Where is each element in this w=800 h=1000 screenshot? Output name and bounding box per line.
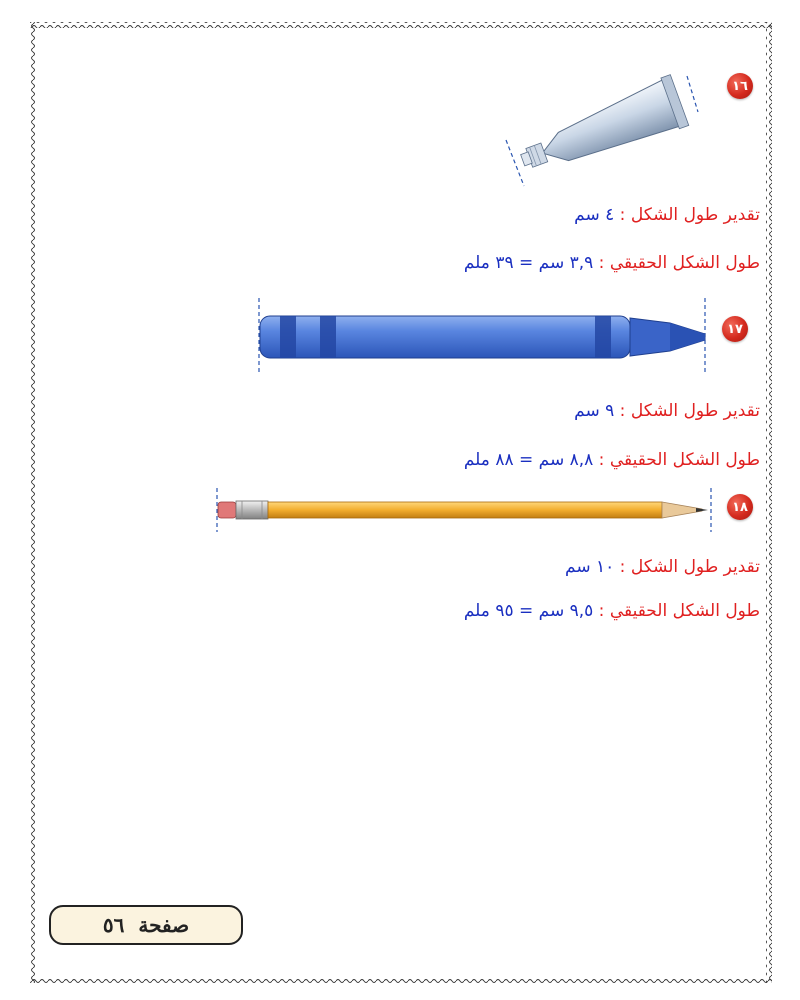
- estimate-line: [574, 205, 760, 225]
- colon: :: [593, 450, 610, 470]
- problem-number-badge: [727, 73, 753, 99]
- actual-line: [464, 450, 760, 470]
- actual-label: طول الشكل الحقيقي: [609, 450, 760, 470]
- actual-value: ٩,٥ سم = ٩٥ ملم: [463, 601, 594, 621]
- estimate-line: [565, 557, 760, 577]
- colon: :: [593, 253, 610, 273]
- estimate-value: ٩ سم: [574, 401, 615, 421]
- problem-number-badge: [727, 494, 753, 520]
- actual-value: ٣,٩ سم = ٣٩ ملم: [463, 253, 594, 273]
- estimate-line: [574, 401, 760, 421]
- problem-number-badge: [722, 316, 748, 342]
- colon: :: [614, 205, 631, 225]
- problem-number: ١٦: [732, 78, 748, 94]
- estimate-value: ٤ سم: [574, 205, 615, 225]
- pencil-icon: [212, 486, 720, 534]
- colon: :: [614, 557, 631, 577]
- page-word: صفحة: [138, 913, 190, 937]
- tube-icon: [500, 70, 700, 190]
- crayon-icon: [250, 296, 716, 374]
- page-number-label: [49, 905, 243, 945]
- actual-label: طول الشكل الحقيقي: [609, 253, 760, 273]
- estimate-label: تقدير طول الشكل: [630, 557, 760, 577]
- estimate-label: تقدير طول الشكل: [630, 401, 760, 421]
- page-number: ٥٦: [102, 913, 125, 937]
- actual-value: ٨,٨ سم = ٨٨ ملم: [463, 450, 594, 470]
- colon: :: [593, 601, 610, 621]
- actual-label: طول الشكل الحقيقي: [609, 601, 760, 621]
- estimate-value: ١٠ سم: [565, 557, 615, 577]
- colon: :: [614, 401, 631, 421]
- estimate-label: تقدير طول الشكل: [630, 205, 760, 225]
- actual-line: [464, 601, 760, 621]
- problem-number: ١٨: [732, 499, 748, 515]
- actual-line: [464, 253, 760, 273]
- problem-number: ١٧: [727, 321, 743, 337]
